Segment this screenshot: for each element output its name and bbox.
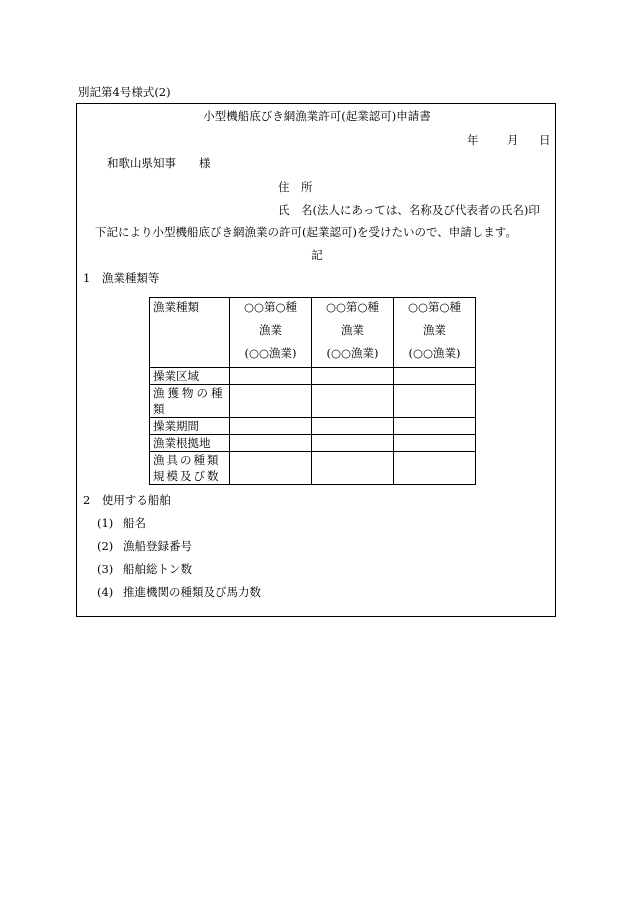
header-label: 漁業種類 xyxy=(150,298,230,368)
table-row xyxy=(150,452,476,485)
table-row xyxy=(150,385,476,418)
table-cell[interactable] xyxy=(394,385,476,418)
item-text: 推進機関の種類及び馬力数 xyxy=(123,585,261,599)
row-label-period: 操業期間 xyxy=(150,418,230,435)
column-line3: (○○漁業) xyxy=(408,346,461,360)
column-line2: 漁業 xyxy=(341,323,364,337)
item-text: 船名 xyxy=(123,516,146,530)
row-label-catch: 漁獲物の種類 xyxy=(150,385,230,418)
section2-heading: 2 使用する船舶 xyxy=(83,493,171,507)
item-number: (3) xyxy=(97,562,114,576)
table-cell[interactable] xyxy=(394,368,476,385)
table-cell[interactable] xyxy=(230,452,312,485)
table-cell[interactable] xyxy=(394,435,476,452)
item-number: (2) xyxy=(97,539,114,553)
row-label-gear: 漁具の種類規模及び数 xyxy=(150,452,230,485)
ki-heading: 記 xyxy=(311,248,323,262)
table-row xyxy=(150,418,476,435)
table-row xyxy=(150,368,476,385)
fishery-column-3 xyxy=(394,298,476,368)
table-cell[interactable] xyxy=(312,368,394,385)
address-label: 住 所 xyxy=(278,180,313,194)
item-number: (1) xyxy=(97,516,114,530)
table-cell[interactable] xyxy=(394,452,476,485)
column-line2: 漁業 xyxy=(423,323,446,337)
list-item xyxy=(97,584,261,600)
table-cell[interactable] xyxy=(312,418,394,435)
fishery-type-table xyxy=(149,297,476,485)
column-line3: (○○漁業) xyxy=(326,346,379,360)
section1-heading: 1 漁業種類等 xyxy=(83,271,160,285)
table-cell[interactable] xyxy=(230,368,312,385)
table-cell[interactable] xyxy=(312,435,394,452)
date-day: 日 xyxy=(539,133,551,147)
fishery-column-1 xyxy=(230,298,312,368)
list-item xyxy=(97,515,146,531)
table-cell[interactable] xyxy=(230,435,312,452)
table-cell[interactable] xyxy=(312,385,394,418)
document-title: 小型機船底びき網漁業許可(起業認可)申請書 xyxy=(203,109,431,123)
fishery-column-2 xyxy=(312,298,394,368)
addressee: 和歌山県知事 様 xyxy=(107,156,211,170)
item-text: 漁船登録番号 xyxy=(123,539,192,553)
item-text: 船舶総トン数 xyxy=(123,562,192,576)
table-cell[interactable] xyxy=(394,418,476,435)
row-label-area: 操業区域 xyxy=(150,368,230,385)
table-row xyxy=(150,435,476,452)
applicant-name-line: 氏 名(法人にあっては、名称及び代表者の氏名)印 xyxy=(278,203,540,217)
column-line1: ○○第○種 xyxy=(325,300,380,314)
row-label-base: 漁業根拠地 xyxy=(150,435,230,452)
table-cell[interactable] xyxy=(230,418,312,435)
table-header-row xyxy=(150,298,476,368)
form-number: 別記第4号様式(2) xyxy=(78,85,171,99)
date-month: 月 xyxy=(507,133,519,147)
request-sentence: 下記により小型機船底びき網漁業の許可(起業認可)を受けたいので、申請します。 xyxy=(95,225,517,239)
list-item xyxy=(97,561,192,577)
date-year: 年 xyxy=(467,133,479,147)
column-line2: 漁業 xyxy=(259,323,282,337)
table-cell[interactable] xyxy=(230,385,312,418)
application-form xyxy=(76,103,556,617)
column-line3: (○○漁業) xyxy=(244,346,297,360)
column-line1: ○○第○種 xyxy=(243,300,298,314)
column-line1: ○○第○種 xyxy=(407,300,462,314)
table-cell[interactable] xyxy=(312,452,394,485)
list-item xyxy=(97,538,192,554)
item-number: (4) xyxy=(97,585,114,599)
